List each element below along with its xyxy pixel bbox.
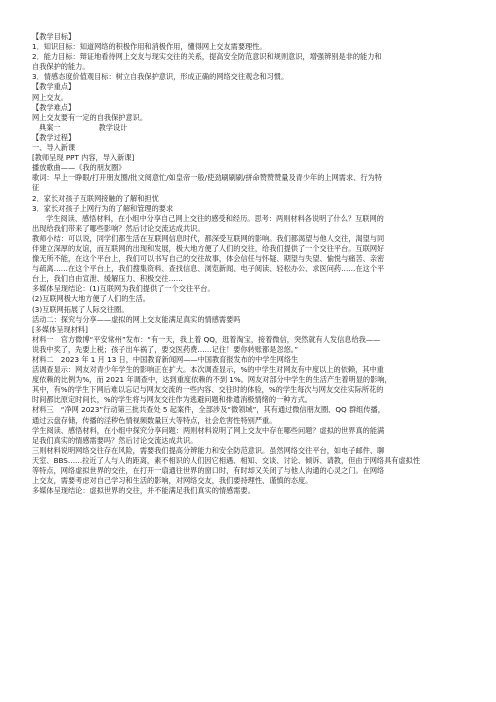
document-line: 网上交友。 <box>32 92 68 102</box>
section-heading: 【教学重点】 <box>32 82 76 92</box>
document-line: 自我保护的能力。 <box>32 62 90 72</box>
document-line: 活调查显示：网友对青少年学生的影响正在扩大。本次调查显示，%的中学生对网友有中度以上的依赖，其中重 <box>32 365 384 375</box>
document-line: 出现给我们带来了哪些影响？然后讨论交流达成共识。 <box>32 223 205 233</box>
document-line: [多媒体呈现材料] <box>32 324 88 334</box>
document-line: 学生阅读、感悟材料，在小组中探究分享问题：两则材料说明了网上交友中存在哪些问题？虚拟的世界真的能满 <box>32 425 385 435</box>
document-line <box>32 123 468 133</box>
document-line: 像无所不能，在这个平台上，我们可以书写自己的交往故事，体会信任与怀疑、期望与失望、愉悦与痛苦、亲密 <box>32 254 385 264</box>
document-line: 材料二 2023 年 1 月 13 日，中国教育新闻网——中国教育报发布的中学生网络生 <box>32 355 299 364</box>
document-line: 多媒体呈现结论：虚拟世界的交往，并不能满足我们真实的情感需要。 <box>32 486 255 496</box>
document-line: 材料一 官方微博“平安常州”发布：“有一天，我上着 QQ，逛着淘宝，接着微信，突然就有人发信息给我—— <box>32 334 381 344</box>
document-line: 活动二：探究与分享——虚拟的网上交友能满足真实的情感需要吗 <box>32 314 241 324</box>
document-line: 3．情感态度价值观目标：树立自我保护意识，形成正确的网络交往观念和习惯。 <box>32 72 289 82</box>
section-heading: 【教学目标】 <box>32 32 76 41</box>
document-line: 天室、BBS……拉近了人与人的距离，素不相识的人们因它相遇、相知、交谈、讨论、倾诉、请教，但由于网络具有虚拟性 <box>32 455 421 465</box>
document-line: 时间都比原定时间长，%的学生将与网友交往作为逃避问题和排遣消极情绪的一种方式。 <box>32 395 312 405</box>
document-line: [教师呈现 PPT 内容，导入新课] <box>32 153 135 163</box>
document-line: 说我中奖了，先要上税；孩子出车祸了，要交医药费……记住！要你转账都是忽悠。” <box>32 344 299 354</box>
document-line: 播放歌曲——《我的朋友圈》 <box>32 163 126 173</box>
document-page <box>32 32 468 496</box>
document-line: 3．家长对孩子上网行为的了解和管理的要求 <box>32 203 174 213</box>
plan-subtitle: 教学设计 <box>98 122 128 132</box>
document-line: 通过云盘存储，传播的淫秽色情视频数量巨大等特点，社会危害性特别严重。 <box>32 415 277 425</box>
document-line: 材料三 “净网 2023”行动第三批共查处 5 起案件，全部涉及“微领域”，其有通过微信朋友圈、QQ 群组传播， <box>32 405 385 415</box>
section-heading: 【教学过程】 <box>32 132 76 142</box>
document-line: 学生阅读、感悟材料，在小组中分享自己网上交往的感受和经历。思考：两则材料各说明了什么？互联网的 <box>46 213 384 223</box>
section-heading: 【教学难点】 <box>32 102 76 112</box>
document-line: 1．知识目标：知道网络的积极作用和消极作用，懂得网上交友需要理性。 <box>32 42 267 52</box>
document-line: 一、导入新课 <box>32 143 76 153</box>
document-line: 歌词：早上一睁眼/打开朋友圈/批文阅意忙/如皇帝一般/使劲刷刷刷/拼命赞赞赞量及青少年的上网需求、行为特 <box>32 173 382 183</box>
document-line: 多媒体呈现结论：(1)互联网为我们提供了一个交往平台。 <box>32 284 215 294</box>
document-line: 等特点，网络虚拟世界的交往，在打开一扇通往世界的窗口时，有时却又关闭了与他人沟通的心灵之门。在网络 <box>32 466 385 476</box>
document-line: 与疏离……在这个平台上，我们搜集资料、查找信息、浏览新闻、电子阅读、轻松办公、求医问药……在这个平 <box>32 264 385 274</box>
document-line: 其中，有%的学生下网后难以忘记与网友交流的一些内容、交往时的体验，%的学生每次与网友交往实际所花的 <box>32 385 384 395</box>
document-line: 足我们真实的情感需要吗？然后讨论交流达成共识。 <box>32 435 198 445</box>
document-line: 三则材料说明网络交往存在风险，需要我们提高分辨能力和安全防范意识。虽然网络交往平台，如电子邮件、聊 <box>32 445 385 455</box>
document-line: 2．能力目标：辩证地看待网上交友与现实交往的关系，提高安全防范意识和规则意识，增强辨别是非的能力和 <box>32 52 382 62</box>
document-line: 度依赖的比例为%，而 2021 年调查中，达到重度依赖的不到 1%。网友对部分中学生的生活产生着明显的影响， <box>32 375 392 385</box>
document-line: 台上，我们自由宣泄、缓解压力、积极交往…… <box>32 274 183 284</box>
document-line: (2)互联网极大地方便了人们的生活。 <box>32 294 150 304</box>
document-line: 2．家长对孩子互联网接触的了解和担忧 <box>32 193 159 203</box>
document-line: 教师小结：可以说，同学们都生活在互联网信息时代，都深受互联网的影响。我们都渴望与他人交往，渴望与同 <box>32 233 385 243</box>
document-line: 伴建立深厚的友谊，而互联网的出现和发展，极大地方便了人们的交往，给我们提供了一个交往平台。互联网好 <box>32 243 385 253</box>
plan-title: 典案一 <box>39 122 61 132</box>
document-line: 网上交友要有一定的自我保护意识。 <box>32 112 148 122</box>
document-line: (3)互联网拓展了人际交往圈。 <box>32 304 129 314</box>
document-line: 征 <box>32 183 40 193</box>
document-line: 上交友，需要考虑对自己学习和生活的影响，对网络交友，我们要持理性、谨慎的态度。 <box>32 476 313 486</box>
